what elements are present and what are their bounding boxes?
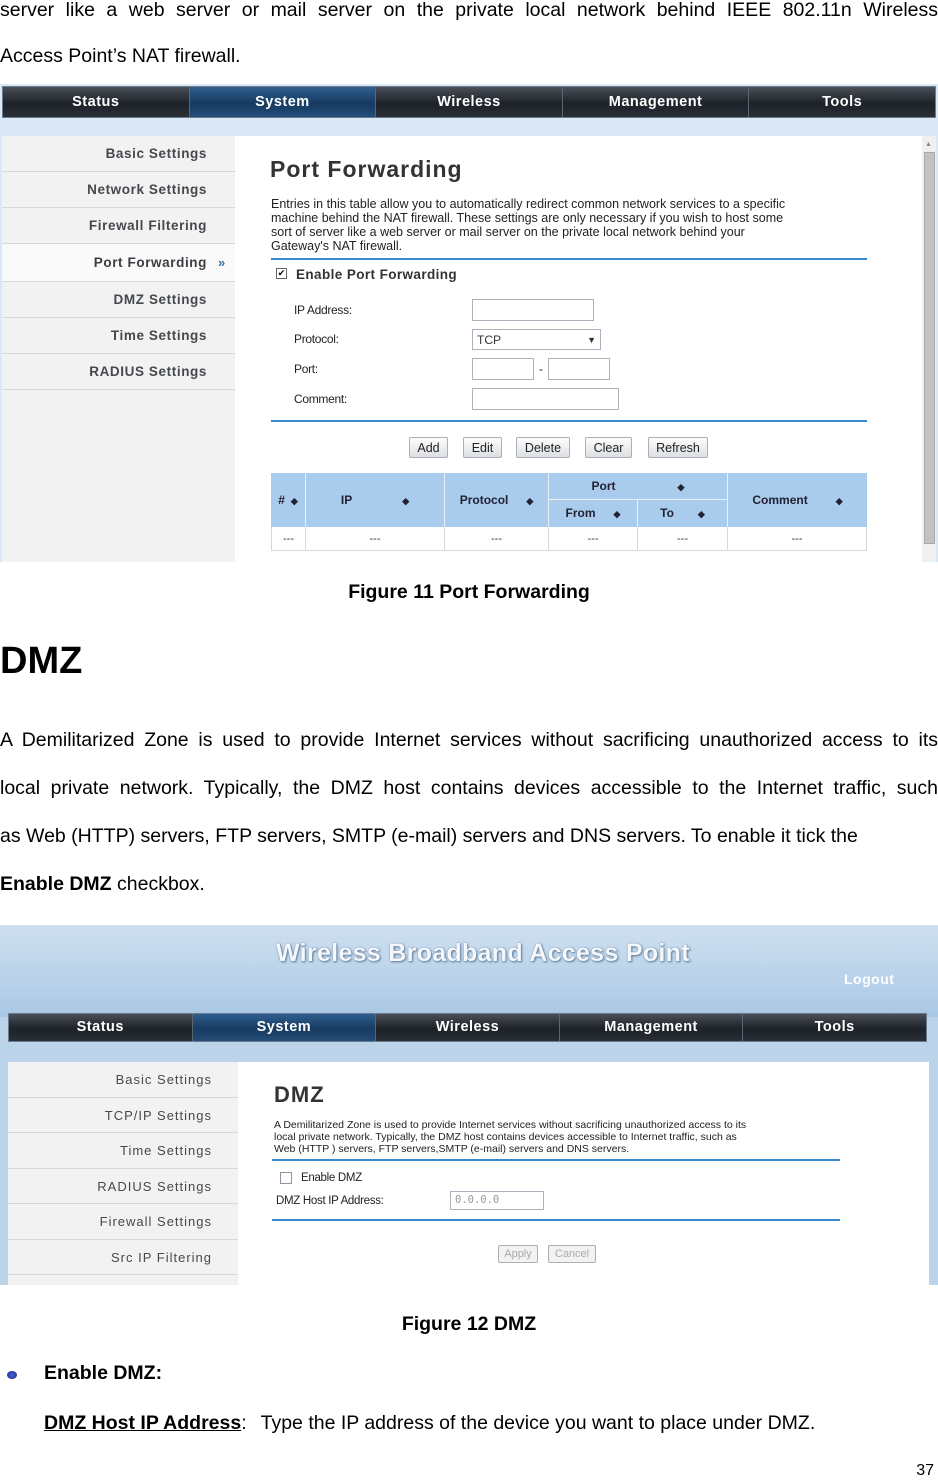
content-panel [8,1062,929,1285]
sort-icon: ◆ [677,482,685,492]
comment-label: Comment: [294,392,347,406]
figure-11-caption: Figure 11 Port Forwarding [348,581,590,603]
content-panel [2,136,936,562]
dmz-para-line-2: local private network. Typically, the DMZ host contains devices accessible to the Internet traffic, such [0,777,938,799]
nav-management[interactable]: Management [563,87,750,117]
page-title: Port Forwarding [270,156,463,182]
port-forwarding-screenshot [0,84,938,562]
main-nav [2,86,936,118]
page-title: DMZ [274,1082,325,1107]
host-ip-definition: DMZ Host IP Address: Type the IP address of the device you want to place under DMZ. [44,1412,816,1434]
nav-system[interactable]: System [190,87,377,117]
sidebar-item-radius-settings[interactable]: RADIUS Settings [2,354,235,390]
apply-button[interactable]: Apply [498,1245,538,1263]
dmz-para-line-1: A Demilitarized Zone is used to provide Internet services without sacrificing unauthorized access to its [0,729,938,751]
sort-icon: ◆ [697,509,705,519]
chevron-down-icon: ▼ [587,335,596,345]
sidebar-item-network-settings[interactable]: Network Settings [2,172,235,208]
intro-line-2: Access Point’s NAT firewall. [0,45,241,67]
sidebar [8,1062,238,1285]
comment-input[interactable] [472,388,619,410]
page-number: 37 [916,1462,934,1479]
nav-wireless[interactable]: Wireless [376,1014,560,1041]
column-header-to[interactable]: To ◆ [638,500,728,527]
sidebar [2,136,235,562]
enable-port-forwarding-label: Enable Port Forwarding [296,267,458,282]
nav-status[interactable]: Status [9,1014,193,1041]
sort-icon: ◆ [402,496,410,506]
sidebar-item-dmz-settings[interactable]: DMZ Settings [2,282,235,318]
divider [271,258,867,260]
bullet-title: Enable DMZ: [44,1362,163,1384]
dmz-para-line-4: Enable DMZ checkbox. [0,873,205,895]
ip-address-label: IP Address: [294,303,352,317]
divider [272,1219,840,1221]
table-cell: --- [638,527,728,551]
sidebar-item-firewall-settings[interactable]: Firewall Settings [8,1204,238,1240]
dmz-host-ip-label: DMZ Host IP Address: [276,1195,384,1207]
sidebar-item-time-settings[interactable]: Time Settings [8,1133,238,1169]
enable-dmz-checkbox[interactable] [280,1172,292,1184]
edit-button[interactable]: Edit [463,437,502,458]
bullet-icon [7,1371,17,1379]
nav-system[interactable]: System [193,1014,377,1041]
ip-address-input[interactable] [472,299,594,321]
table-cell: --- [271,527,306,551]
port-from-input[interactable] [472,358,534,380]
protocol-label: Protocol: [294,332,339,346]
table-cell: --- [728,527,867,551]
dmz-host-ip-input[interactable]: 0.0.0.0 [450,1191,544,1210]
port-label: Port: [294,362,318,376]
column-header-ip[interactable]: IP ◆ [306,473,445,527]
scrollbar-thumb[interactable] [924,152,935,544]
page-description: A Demilitarized Zone is used to provide Internet services without sacrificing unauthorized access to its local private network. Typically, the DMZ host contains devices accessible to Internet traffic, such as Web (HTTP ) servers, FTP servers,SMTP (e-mail) servers and DNS servers. [274,1119,747,1155]
column-header-comment[interactable]: Comment ◆ [728,473,867,527]
enable-port-forwarding-checkbox[interactable]: ✔ [277,268,286,278]
figure-12-caption: Figure 12 DMZ [401,1313,537,1335]
nav-tools[interactable]: Tools [814,1019,855,1035]
page-description: Entries in this table allow you to automatically redirect common network services to a specific machine behind the NAT firewall. These settings are only necessary if you wish to host some sort of server like a web server or mail server on the private local network behind your Gateway's NAT firewall. [271,197,786,253]
column-header-port: Port ◆ [549,473,728,500]
sidebar-item-time-settings[interactable]: Time Settings [2,318,235,354]
table-cell: --- [549,527,638,551]
divider [271,420,867,422]
sidebar-item-tcpip-settings[interactable]: TCP/IP Settings [8,1098,238,1133]
scroll-up-icon[interactable]: ▲ [925,141,932,148]
refresh-button[interactable]: Refresh [648,437,708,458]
intro-line-1: server like a web server or mail server on the private local network behind IEEE 802.11n Wireless [0,0,938,21]
table-cell: --- [445,527,549,551]
sort-icon: ◆ [835,496,843,506]
sort-icon: ◆ [526,496,534,506]
table-cell: --- [306,527,445,551]
nav-wireless[interactable]: Wireless [376,87,563,117]
sidebar-item-port-forwarding[interactable]: Port Forwarding [2,244,235,282]
logout-link[interactable]: Logout [844,971,895,987]
scrollbar[interactable] [922,136,936,562]
banner-title: Wireless Broadband Access Point [276,939,690,967]
sidebar-item-basic-settings[interactable]: Basic Settings [8,1062,238,1098]
column-header-from[interactable]: From ◆ [549,500,638,527]
enable-dmz-label: Enable DMZ [301,1172,362,1184]
sidebar-item-firewall-filtering[interactable]: Firewall Filtering [2,208,235,244]
nav-management[interactable]: Management [560,1014,744,1041]
nav-tools[interactable]: Tools [822,94,863,110]
divider [272,1159,840,1161]
host-ip-term: DMZ Host IP Address [44,1412,242,1434]
column-header-hash[interactable]: # ◆ [271,473,306,527]
nav-status[interactable]: Status [3,87,190,117]
cancel-button[interactable]: Cancel [548,1245,596,1263]
sort-icon: ◆ [613,509,621,519]
port-to-input[interactable] [548,358,610,380]
sort-icon: ◆ [290,496,298,506]
active-arrow-icon: » [218,255,226,270]
banner [0,925,938,1017]
main-nav [8,1013,927,1042]
sidebar-item-basic-settings[interactable]: Basic Settings [2,136,235,172]
section-heading-dmz: DMZ [0,640,83,682]
sidebar-item-radius-settings[interactable]: RADIUS Settings [8,1169,238,1204]
add-button[interactable]: Add [409,437,448,458]
column-header-protocol[interactable]: Protocol ◆ [445,473,549,527]
dmz-para-line-3: as Web (HTTP) servers, FTP servers, SMTP (e-mail) servers and DNS servers. To enable it tick the [0,825,858,847]
sidebar-item-src-ip-filtering[interactable]: Src IP Filtering [8,1240,238,1275]
protocol-select[interactable]: TCP ▼ [472,329,601,350]
delete-button[interactable]: Delete [516,437,570,458]
clear-button[interactable]: Clear [585,437,632,458]
dmz-screenshot [0,925,938,1285]
port-dash: - [539,362,543,376]
